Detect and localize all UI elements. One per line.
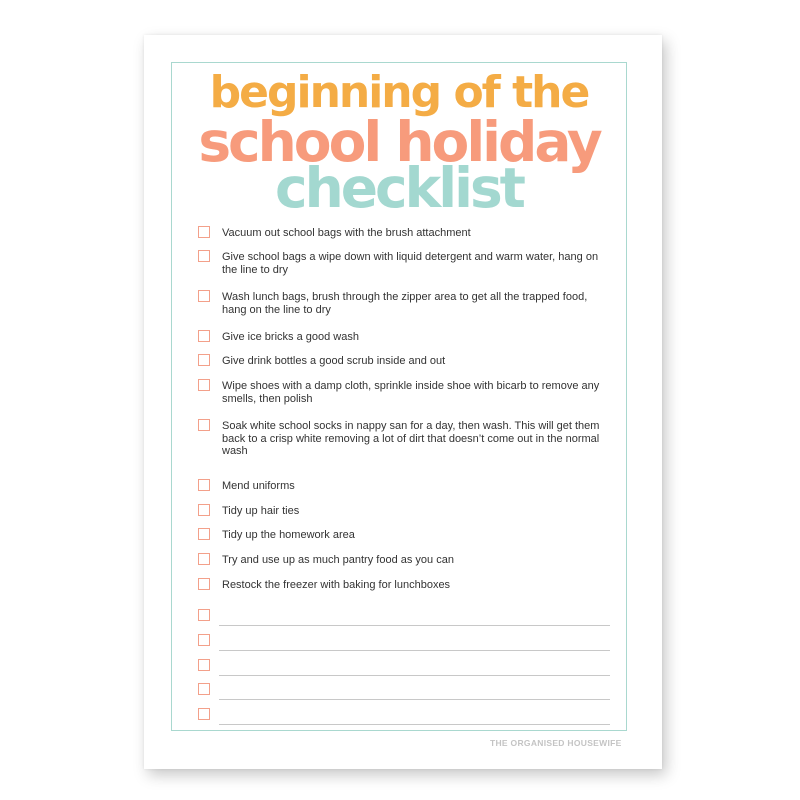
checklist-item: Give ice bricks a good wash	[222, 331, 359, 343]
checklist-item: Vacuum out school bags with the brush attachment	[222, 227, 471, 239]
blank-checkbox[interactable]	[198, 609, 210, 621]
checklist-item: Tidy up hair ties	[222, 505, 300, 517]
checklist-item: Wash lunch bags, brush through the zipper area to get all the trapped food, hang on the line to dry	[222, 291, 588, 316]
checklist-item: Mend uniforms	[222, 480, 295, 492]
blank-checkbox[interactable]	[198, 708, 210, 720]
checkbox[interactable]	[198, 290, 210, 302]
write-in-line[interactable]	[219, 625, 610, 626]
checkbox[interactable]	[198, 504, 210, 516]
checkbox[interactable]	[198, 226, 210, 238]
write-in-line[interactable]	[219, 675, 610, 676]
write-in-line[interactable]	[219, 650, 610, 651]
title-line-3: checklist	[275, 156, 523, 220]
checklist-item: Restock the freezer with baking for lunchboxes	[222, 579, 451, 591]
title-line-1: beginning of the	[209, 67, 589, 118]
checkbox[interactable]	[198, 250, 210, 262]
blank-checkbox[interactable]	[198, 659, 210, 671]
checkbox[interactable]	[198, 354, 210, 366]
checkbox[interactable]	[198, 528, 210, 540]
checklist-item: Try and use up as much pantry food as you can	[222, 554, 454, 566]
checklist-item: Tidy up the homework area	[222, 529, 355, 541]
checklist-item: Wipe shoes with a damp cloth, sprinkle inside shoe with bicarb to remove any smells, then polish	[222, 380, 600, 405]
checklist-item: Soak white school socks in nappy san for a day, then wash. This will get them back to a crisp white removing a lot of dirt that doesn’t come out in the normal wash	[222, 420, 600, 458]
checkbox[interactable]	[198, 479, 210, 491]
brand-footer: THE ORGANISED HOUSEWIFE	[490, 738, 622, 748]
checkbox[interactable]	[198, 419, 210, 431]
write-in-line[interactable]	[219, 699, 610, 700]
title-line-2: school holiday	[198, 110, 600, 174]
checklist-item: Give school bags a wipe down with liquid detergent and warm water, hang on the line to dry	[222, 251, 599, 276]
write-in-line[interactable]	[219, 724, 610, 725]
blank-checkbox[interactable]	[198, 683, 210, 695]
checkbox[interactable]	[198, 578, 210, 590]
checkbox[interactable]	[198, 330, 210, 342]
checklist-item: Give drink bottles a good scrub inside and out	[222, 355, 446, 367]
blank-checkbox[interactable]	[198, 634, 210, 646]
checkbox[interactable]	[198, 379, 210, 391]
checkbox[interactable]	[198, 553, 210, 565]
